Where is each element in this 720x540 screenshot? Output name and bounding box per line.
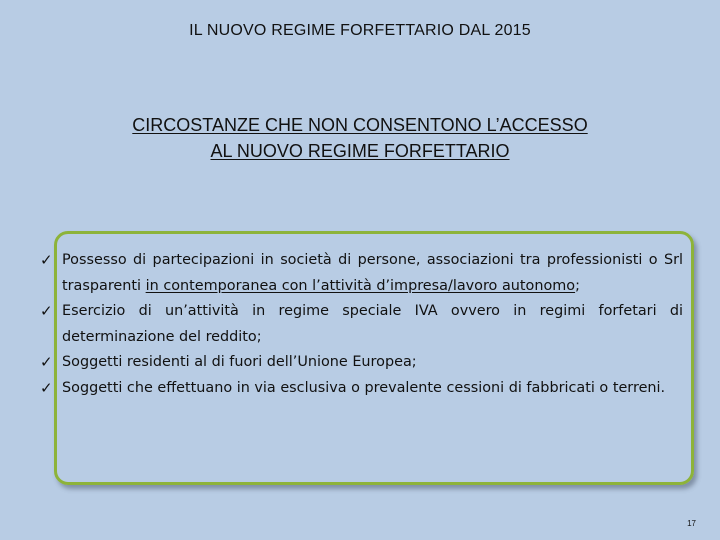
item-text-underlined: in contemporanea con l’attività d’impresa/lavoro autonomo	[145, 277, 576, 294]
list-item-partecipazioni	[40, 248, 683, 299]
item-text: Soggetti residenti al di fuori dell’Unione Europea;	[62, 354, 417, 370]
slide-title: IL NUOVO REGIME FORFETTARIO DAL 2015	[189, 22, 531, 39]
item-text: Esercizio di un’attività in regime speciale IVA ovvero in regimi forfetari di determinazione del reddito;	[62, 303, 683, 345]
item-text: Soggetti che effettuano in via esclusiva o prevalente cessioni di fabbricati o terreni.	[62, 379, 666, 396]
item-text: Possesso di partecipazioni in società di persone, associazioni tra professionisti o Srl trasparenti	[62, 252, 683, 294]
check-icon: ✓	[40, 251, 53, 269]
criteria-list	[40, 248, 683, 401]
list-item-cessioni	[40, 376, 683, 402]
page-number: 17	[687, 519, 696, 528]
list-item-non-residenti	[40, 350, 683, 376]
item-text-end: ;	[575, 277, 580, 294]
check-icon: ✓	[40, 378, 53, 397]
subtitle-line-2: AL NUOVO REGIME FORFETTARIO	[210, 141, 510, 161]
slide-subtitle	[0, 112, 720, 164]
check-icon: ✓	[40, 353, 53, 371]
check-icon: ✓	[40, 302, 53, 320]
subtitle-line-1: CIRCOSTANZE CHE NON CONSENTONO L’ACCESSO	[132, 115, 588, 135]
list-item-regime-iva	[40, 299, 683, 350]
